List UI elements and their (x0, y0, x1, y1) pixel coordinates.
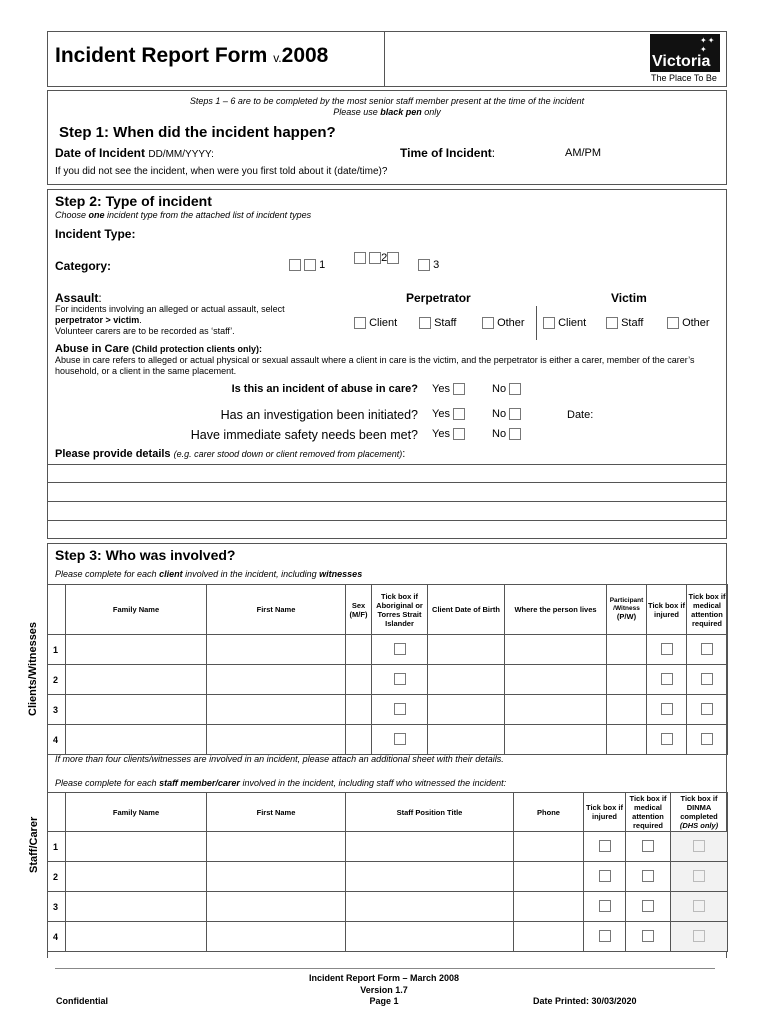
victim-staff-label: Staff (621, 317, 644, 329)
perpetrator-heading: Perpetrator (406, 291, 471, 305)
staff-medical-checkbox[interactable] (642, 870, 654, 882)
clients-header-row (48, 585, 728, 635)
victoria-logo (650, 34, 720, 84)
assault-note-2-dot: . (139, 315, 142, 325)
q-investigation-yes-checkbox[interactable] (453, 408, 465, 420)
form-title (55, 44, 328, 68)
footer-page: Page 1 (369, 996, 399, 1006)
category-1-box-a[interactable] (289, 259, 301, 271)
category-1 (289, 259, 325, 271)
staff-note-a: Please complete for each (55, 778, 160, 788)
dinma-dhs: (DHS only) (679, 821, 719, 830)
client-aboriginal-checkbox[interactable] (394, 673, 406, 685)
client-family-name[interactable] (66, 695, 207, 725)
q-investigation-no (492, 408, 521, 420)
staff-row-number: 3 (48, 892, 66, 922)
clients-header-participant (607, 585, 647, 635)
perp-client-label: Client (369, 317, 398, 329)
staff-phone[interactable] (514, 892, 584, 922)
dinma-text: Tick box if DINMA completed (680, 794, 718, 821)
staff-header-phone: Phone (514, 793, 584, 832)
step1-title: Step 1: When did the incident happen? (59, 124, 336, 141)
client-participant[interactable] (607, 695, 647, 725)
client-medical-checkbox[interactable] (701, 643, 713, 655)
step2-title: Step 2: Type of incident (55, 193, 212, 209)
staff-row-number: 2 (48, 862, 66, 892)
client-dob[interactable] (428, 665, 505, 695)
perp-other-checkbox[interactable] (482, 317, 494, 329)
staff-injured-checkbox[interactable] (599, 930, 611, 942)
q-safety-no-checkbox[interactable] (509, 428, 521, 440)
client-medical-cell (687, 635, 728, 665)
staff-phone[interactable] (514, 922, 584, 952)
clients-header-lives: Where the person lives (505, 585, 607, 635)
staff-medical-cell (626, 862, 671, 892)
client-family-name[interactable] (66, 635, 207, 665)
q-abuse-no (492, 383, 521, 395)
not-seen-question: If you did not see the incident, when were you first told about it (date/time)? (55, 166, 388, 177)
victim-staff-checkbox[interactable] (606, 317, 618, 329)
staff-dinma-cell (671, 922, 728, 952)
details-line-2[interactable] (47, 482, 727, 483)
client-medical-checkbox[interactable] (701, 703, 713, 715)
category-2-box-c[interactable] (387, 252, 399, 264)
client-injured-cell (647, 725, 687, 755)
details-label-bold: Please provide details (55, 448, 171, 460)
client-sex[interactable] (346, 665, 372, 695)
client-dob[interactable] (428, 635, 505, 665)
footer-title: Incident Report Form – March 2008 (308, 973, 460, 983)
staff-header-row (48, 793, 728, 832)
time-label: Time of Incident (400, 146, 492, 160)
intro-line2-a: Please use (333, 107, 381, 117)
choose-b: one (88, 210, 105, 220)
victim-client-checkbox[interactable] (543, 317, 555, 329)
client-lives[interactable] (505, 635, 607, 665)
ampm-label: AM/PM (565, 147, 602, 159)
client-injured-cell (647, 695, 687, 725)
q-abuse-yes-label: Yes (432, 383, 450, 395)
staff-first-name[interactable] (207, 922, 346, 952)
side-label-clients: Clients/Witnesses (27, 621, 39, 716)
client-family-name[interactable] (66, 665, 207, 695)
choose-a: Choose (55, 210, 89, 220)
q-investigation-no-checkbox[interactable] (509, 408, 521, 420)
staff-row-number: 4 (48, 922, 66, 952)
clients-header-num (48, 585, 66, 635)
client-lives[interactable] (505, 725, 607, 755)
intro-line2 (47, 107, 727, 117)
staff-injured-cell (584, 832, 626, 862)
abuse-heading (55, 343, 262, 355)
q-safety-yes-checkbox[interactable] (453, 428, 465, 440)
assault-word: Assault (55, 291, 99, 305)
staff-header-injured: Tick box if injured (584, 793, 626, 832)
client-first-name[interactable] (207, 725, 346, 755)
perp-staff-checkbox[interactable] (419, 317, 431, 329)
client-note (55, 569, 362, 579)
clients-header-sex: Sex (M/F) (346, 585, 372, 635)
staff-position[interactable] (346, 892, 514, 922)
q-safety-no-label: No (492, 428, 507, 440)
staff-header-medical: Tick box if medical attention required (626, 793, 671, 832)
client-injured-checkbox[interactable] (661, 673, 673, 685)
perp-victim-divider (536, 306, 537, 340)
staff-row (48, 862, 728, 892)
logo-stars: ✦✦ ✦ (700, 36, 716, 54)
staff-row (48, 892, 728, 922)
perp-staff (419, 317, 457, 329)
category-3-num: 3 (433, 259, 440, 271)
clients-header-medical: Tick box if medical attention required (687, 585, 728, 635)
category-2-box-b[interactable] (369, 252, 381, 264)
perp-other (482, 317, 525, 329)
participant-pw: (P/W) (616, 612, 637, 621)
client-aboriginal-cell (372, 725, 428, 755)
time-colon: : (491, 146, 496, 160)
staff-position[interactable] (346, 862, 514, 892)
q-safety: Have immediate safety needs been met? (190, 428, 418, 442)
staff-medical-cell (626, 922, 671, 952)
choose-c: incident type from the attached list of incident types (104, 210, 312, 220)
victim-staff (606, 317, 644, 329)
client-medical-cell (687, 665, 728, 695)
clients-table (47, 584, 728, 755)
staff-position[interactable] (346, 832, 514, 862)
q-abuse-yes-checkbox[interactable] (453, 383, 465, 395)
client-note-a: Please complete for each (55, 569, 160, 579)
q-safety-yes (432, 428, 465, 440)
assault-note-2 (55, 315, 355, 326)
client-row (48, 695, 728, 725)
staff-row (48, 832, 728, 862)
client-aboriginal-checkbox[interactable] (394, 733, 406, 745)
footer-date-printed: Date Printed: 30/03/2020 (533, 996, 637, 1006)
more-clients-note: If more than four clients/witnesses are involved in an incident, please attach an additional sheet with their details. (55, 754, 504, 764)
perp-staff-label: Staff (434, 317, 457, 329)
category-1-num: 1 (319, 259, 326, 271)
client-family-name[interactable] (66, 725, 207, 755)
staff-phone[interactable] (514, 832, 584, 862)
version-prefix: v. (273, 51, 282, 65)
staff-injured-cell (584, 862, 626, 892)
victim-other-checkbox[interactable] (667, 317, 679, 329)
staff-row (48, 922, 728, 952)
q-investigation-yes-label: Yes (432, 408, 450, 420)
clients-header-aboriginal: Tick box if Aboriginal or Torres Strait Islander (372, 585, 428, 635)
staff-injured-checkbox[interactable] (599, 900, 611, 912)
client-aboriginal-checkbox[interactable] (394, 703, 406, 715)
staff-medical-cell (626, 892, 671, 922)
details-line-1[interactable] (47, 464, 727, 465)
staff-medical-checkbox[interactable] (642, 900, 654, 912)
details-label (55, 448, 405, 460)
client-row-number: 2 (48, 665, 66, 695)
client-first-name[interactable] (207, 665, 346, 695)
client-first-name[interactable] (207, 695, 346, 725)
client-sex[interactable] (346, 695, 372, 725)
staff-family-name[interactable] (66, 832, 207, 862)
staff-dinma-checkbox[interactable] (693, 930, 705, 942)
clients-header-first: First Name (207, 585, 346, 635)
staff-injured-cell (584, 922, 626, 952)
client-lives[interactable] (505, 695, 607, 725)
client-participant[interactable] (607, 635, 647, 665)
staff-note-c: involved in the incident, including staff who witnessed the incident: (239, 778, 507, 788)
q-abuse-no-label: No (492, 383, 507, 395)
assault-label (55, 291, 102, 305)
client-row-number: 4 (48, 725, 66, 755)
staff-phone[interactable] (514, 862, 584, 892)
staff-first-name[interactable] (207, 892, 346, 922)
logo-word: Victoria (652, 53, 711, 70)
staff-header-dinma (671, 793, 728, 832)
staff-dinma-checkbox[interactable] (693, 900, 705, 912)
title-text: Incident Report Form (55, 44, 268, 67)
abuse-sub: (Child protection clients only): (132, 344, 263, 354)
details-colon: : (402, 448, 406, 460)
staff-medical-cell (626, 832, 671, 862)
client-aboriginal-cell (372, 695, 428, 725)
staff-dinma-checkbox[interactable] (693, 870, 705, 882)
staff-header-num (48, 793, 66, 832)
staff-header-family: Family Name (66, 793, 207, 832)
q-safety-yes-label: Yes (432, 428, 450, 440)
client-row (48, 635, 728, 665)
participant-text: Participant /Witness (609, 597, 644, 612)
client-injured-checkbox[interactable] (661, 643, 673, 655)
client-sex[interactable] (346, 635, 372, 665)
category-2-num: 2 (381, 252, 388, 264)
staff-dinma-cell (671, 832, 728, 862)
investigation-date: Date: (567, 409, 594, 421)
q-investigation-yes (432, 408, 465, 420)
perp-client-checkbox[interactable] (354, 317, 366, 329)
footer-rule (55, 968, 715, 969)
client-participant[interactable] (607, 665, 647, 695)
client-aboriginal-checkbox[interactable] (394, 643, 406, 655)
category-3 (418, 259, 439, 271)
staff-header-position: Staff Position Title (346, 793, 514, 832)
assault-note-1: For incidents involving an alleged or actual assault, select (55, 304, 285, 314)
staff-medical-checkbox[interactable] (642, 930, 654, 942)
client-sex[interactable] (346, 725, 372, 755)
details-line-3[interactable] (47, 501, 727, 502)
date-label: Date of Incident (55, 146, 146, 160)
staff-note (55, 778, 506, 788)
title-year: 2008 (281, 44, 329, 67)
staff-family-name[interactable] (66, 862, 207, 892)
victim-other (667, 317, 710, 329)
client-dob[interactable] (428, 725, 505, 755)
date-format: DD/MM/YYYY: (148, 149, 214, 160)
staff-table (47, 792, 728, 952)
client-aboriginal-cell (372, 635, 428, 665)
footer-confidential: Confidential (56, 996, 108, 1006)
staff-dinma-cell (671, 862, 728, 892)
intro-line2-c: only (421, 107, 441, 117)
client-injured-checkbox[interactable] (661, 703, 673, 715)
clients-header-injured: Tick box if injured (647, 585, 687, 635)
staff-injured-checkbox[interactable] (599, 870, 611, 882)
staff-medical-checkbox[interactable] (642, 840, 654, 852)
staff-injured-checkbox[interactable] (599, 840, 611, 852)
client-injured-cell (647, 635, 687, 665)
client-first-name[interactable] (207, 635, 346, 665)
staff-family-name[interactable] (66, 892, 207, 922)
date-of-incident (55, 146, 214, 160)
abuse-title: Abuse in Care (55, 343, 129, 355)
staff-dinma-checkbox[interactable] (693, 840, 705, 852)
footer-version: Version 1.7 (360, 985, 408, 995)
logo-tagline: The Place To Be (651, 73, 717, 83)
client-aboriginal-cell (372, 665, 428, 695)
client-row-number: 1 (48, 635, 66, 665)
client-row (48, 725, 728, 755)
staff-first-name[interactable] (207, 832, 346, 862)
category-2-box-a[interactable] (354, 252, 366, 264)
perp-other-label: Other (497, 317, 525, 329)
assault-colon: : (98, 291, 102, 305)
staff-family-name[interactable] (66, 922, 207, 952)
client-participant[interactable] (607, 725, 647, 755)
client-injured-cell (647, 665, 687, 695)
abuse-text: Abuse in care refers to alleged or actual physical or sexual assault where a client in care is the victim, and the perpetrator is either a carer, member of the carer’s household, or a client in the same placement. (55, 355, 695, 376)
assault-note-2-bold: perpetrator > victim (55, 315, 140, 325)
victim-other-label: Other (682, 317, 710, 329)
staff-row-number: 1 (48, 832, 66, 862)
client-medical-cell (687, 695, 728, 725)
staff-note-b: staff member/carer (159, 778, 240, 788)
client-note-d: witnesses (319, 569, 363, 579)
client-injured-checkbox[interactable] (661, 733, 673, 745)
client-row (48, 665, 728, 695)
category-2 (354, 252, 399, 264)
intro-line1: Steps 1 – 6 are to be completed by the most senior staff member present at the time of the incident (189, 96, 585, 106)
client-note-c: involved in the incident, including (182, 569, 320, 579)
client-medical-checkbox[interactable] (701, 733, 713, 745)
victim-client (543, 317, 586, 329)
client-lives[interactable] (505, 665, 607, 695)
step3-title: Step 3: Who was involved? (55, 547, 236, 563)
details-line-4[interactable] (47, 520, 727, 521)
category-1-box-b[interactable] (304, 259, 316, 271)
q-abuse: Is this an incident of abuse in care? (231, 383, 418, 395)
victim-heading: Victim (611, 291, 647, 305)
client-row-number: 3 (48, 695, 66, 725)
assault-note (55, 304, 355, 337)
client-note-b: client (159, 569, 183, 579)
victim-client-label: Client (558, 317, 587, 329)
details-hint: (e.g. carer stood down or client removed from placement) (173, 449, 403, 459)
category-label: Category: (55, 259, 112, 273)
staff-injured-cell (584, 892, 626, 922)
side-label-staff: Staff/Carer (28, 816, 40, 873)
time-of-incident (400, 146, 495, 160)
perp-client (354, 317, 397, 329)
q-safety-no (492, 428, 521, 440)
assault-note-3: Volunteer carers are to be recorded as ‘staff’. (55, 326, 235, 336)
client-dob[interactable] (428, 695, 505, 725)
clients-header-dob: Client Date of Birth (428, 585, 505, 635)
client-medical-checkbox[interactable] (701, 673, 713, 685)
staff-first-name[interactable] (207, 862, 346, 892)
clients-header-family: Family Name (66, 585, 207, 635)
choose-note (55, 210, 311, 220)
client-medical-cell (687, 725, 728, 755)
staff-position[interactable] (346, 922, 514, 952)
q-abuse-yes (432, 383, 465, 395)
q-abuse-no-checkbox[interactable] (509, 383, 521, 395)
category-3-box[interactable] (418, 259, 430, 271)
q-investigation: Has an investigation been initiated? (220, 408, 418, 422)
staff-dinma-cell (671, 892, 728, 922)
incident-type-label: Incident Type: (55, 227, 136, 241)
intro-line2-b: black pen (380, 107, 422, 117)
q-investigation-no-label: No (492, 408, 507, 420)
staff-header-first: First Name (207, 793, 346, 832)
